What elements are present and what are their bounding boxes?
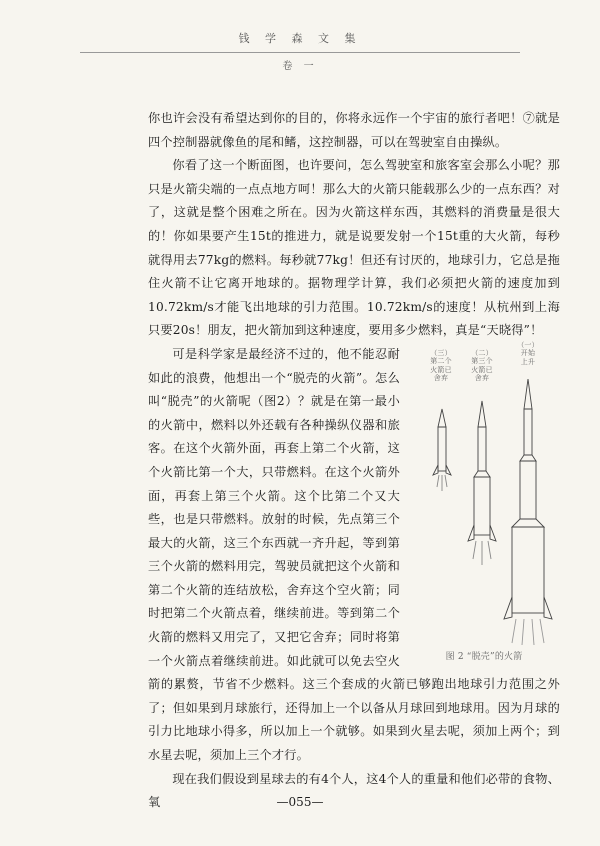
- staged-rocket-illustration: [408, 347, 560, 647]
- stage-label-1: （一） 开始 上升: [517, 340, 539, 366]
- page-header: [0, 30, 600, 72]
- body-text: [148, 107, 560, 815]
- rocket-medium-fins: [468, 525, 496, 541]
- stage-label-3: （三） 第二个 火箭已 舍弃: [430, 348, 452, 383]
- paragraph-3: 可是科学家是最经济不过的，他不能忍耐如此的浪费，他想出一个“脱壳的火箭”。怎么叫“脱壳”的火箭呢（图2）？就是在第一最小的火箭中，燃料以外还载有各种操纵仪器和旅客。在这个火箭外面，再套上第二个火箭，这个火箭比第一个大，只带燃料。在这个火箭外面，再套上第三个火箭。这个比第二个又大些，也是只带燃料。放射的时候，先点第三个最大的火箭，这三个东西就一齐升起，等到第三个火箭的燃料用完，驾驶员就把这个火箭和第二个火箭的连结放松，舍弃这个空火箭；同时把第二个火箭点着，继续前进。等到第二个火箭的燃料又用完了，又把它舍弃；同时将第一个火箭点着继续前进。如此就可以免去空火箭的累赘，节省不少燃料。这三个套成的火箭已够跑出地球引力范围之外了；但如果到月球旅行，还得加上一个以备从月球回到地球用。因为月球的引力比地球小得多，所以加上一个就够。如果到火星去呢，须加上两个；到水星去呢，须加上三个才行。: [148, 346, 560, 763]
- page-number: —055—: [276, 795, 324, 809]
- rocket-medium-exhaust: [473, 541, 491, 565]
- figure-2: [408, 340, 560, 667]
- rocket-large-middle: [520, 461, 536, 519]
- paragraph-2: 你看了这一个断面图，也许要问，怎么驾驶室和旅客室会那么小呢？那只是火箭尖端的一点点地方呵！那么大的火箭只能载那么少的一点东西？对了，这就是整个困难之所在。因为火箭这样东西，其燃料的消费量是很大的！你如果要产生15t的推进力，就是说要发射一个15t重的大火箭，每秒就得用去77kg的燃料。每秒就77kg！但还有讨厌的，地球引力，它总是拖住火箭不让它离开地球的。据物理学计算，我们必须把火箭的速度加到10.72km/s才能飞出地球的引力范围。10.72km/s的速度！从杭州到上海只要20s！朋友，把火箭加到这种速度，要用多少燃料，真是“天晓得”！: [148, 158, 560, 338]
- stage-label-2: （二） 第三个 火箭已 舍弃: [471, 348, 493, 383]
- header-rule: [80, 52, 520, 53]
- figure-caption: 图 2 “脱壳”的火箭: [445, 651, 523, 662]
- rocket-small-fins: [433, 465, 451, 475]
- rocket-small-exhaust: [437, 475, 447, 491]
- rocket-small-body: [438, 427, 446, 471]
- volume-label: 卷 一: [282, 61, 318, 72]
- rocket-large-fins: [504, 597, 552, 619]
- rocket-large-nose: [524, 379, 532, 409]
- paragraph-4: 现在我们假设到星球去的有4个人，这4个人的重量和他们必带的食物、氧: [148, 771, 560, 810]
- paragraph-1: 你也许会没有希望达到你的目的，你将永远作一个宇宙的旅行者吧！⑦就是四个控制器就像鱼的尾和鳍，这控制器，可以在驾驶室自由操纵。: [148, 111, 560, 149]
- rocket-large-exhaust: [512, 619, 544, 645]
- rocket-medium-lower: [474, 477, 490, 535]
- rocket-small-nose: [438, 409, 446, 427]
- rocket-medium-nose: [478, 401, 486, 427]
- rocket-large-lower: [512, 527, 544, 613]
- rocket-large-upper: [524, 409, 532, 455]
- series-title: 钱 学 森 文 集: [238, 32, 362, 45]
- rocket-medium-upper: [478, 427, 486, 471]
